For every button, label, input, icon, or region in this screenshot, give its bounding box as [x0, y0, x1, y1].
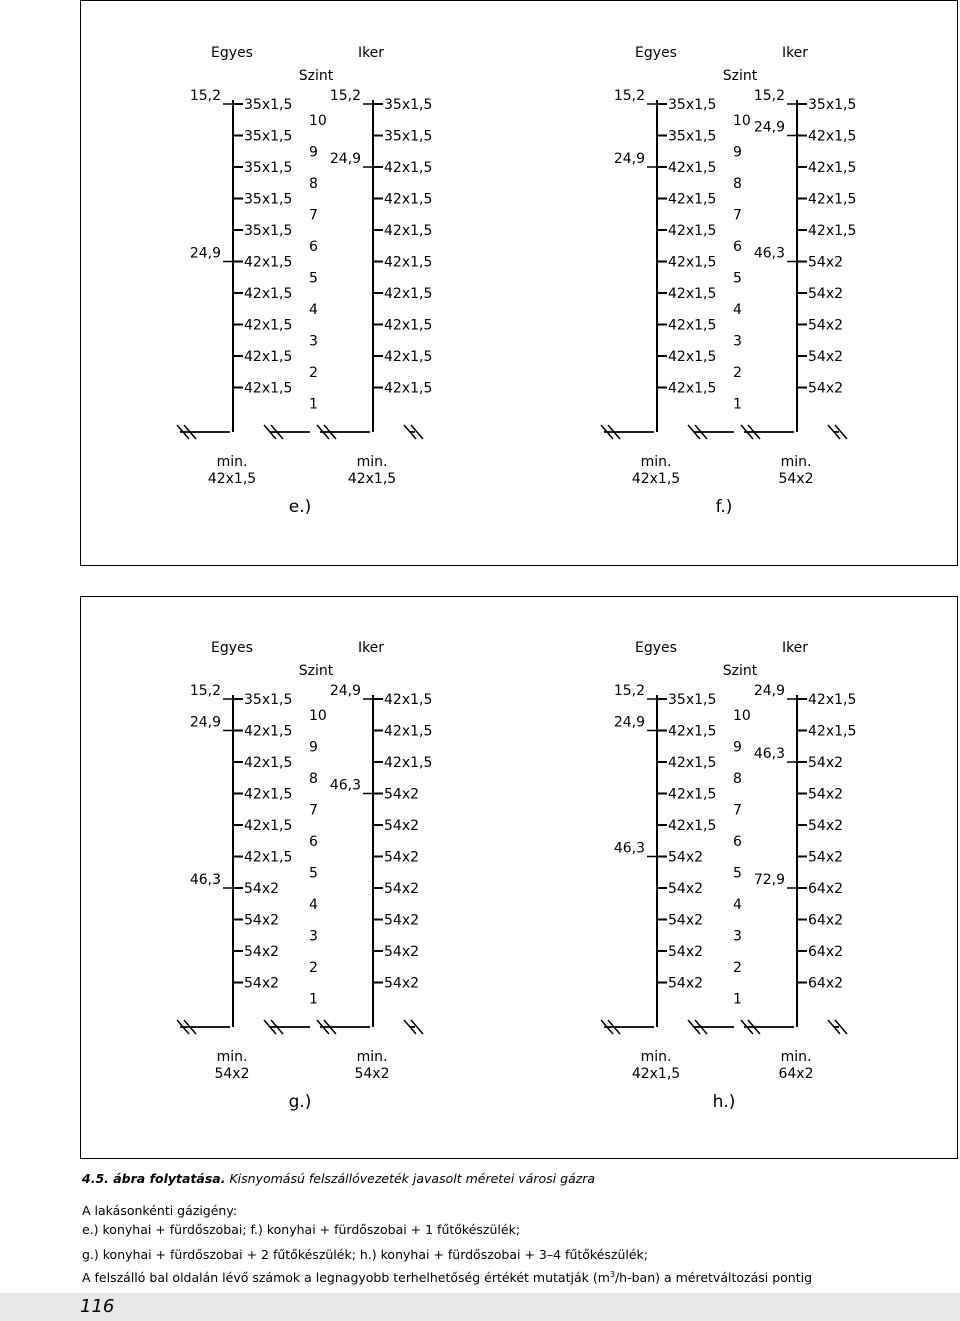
- floor-number: 3: [309, 333, 318, 350]
- pipe-size-label: 42x1,5: [668, 286, 717, 302]
- header-szint: Szint: [722, 663, 758, 679]
- floor-number: 8: [309, 176, 318, 192]
- min-size-label: 54x2: [354, 1066, 390, 1082]
- pipe-size-label: 35x1,5: [668, 692, 717, 708]
- pipe-size-label: 42x1,5: [244, 755, 293, 771]
- floor-number: 8: [733, 176, 742, 192]
- header-szint: Szint: [298, 68, 334, 84]
- pipe-size-label: 42x1,5: [808, 128, 857, 145]
- pipe-size-label: 42x1,5: [668, 254, 717, 271]
- pipe-size-label: 42x1,5: [808, 223, 857, 239]
- floor-number: 7: [733, 802, 742, 819]
- pipe-size-label: 64x2: [808, 912, 844, 929]
- floor-number: 10: [309, 708, 327, 724]
- header-egyes: Egyes: [211, 45, 253, 61]
- pipe-size-label: 42x1,5: [384, 191, 433, 208]
- load-value-label: 24,9: [753, 683, 785, 699]
- floor-number: 2: [733, 365, 742, 381]
- pipe-size-label: 54x2: [668, 849, 704, 866]
- floor-number: 6: [733, 834, 742, 850]
- floor-number: 8: [309, 771, 318, 787]
- header-iker: Iker: [357, 640, 385, 656]
- floor-number: 9: [733, 144, 742, 161]
- min-size-label: 42x1,5: [631, 471, 681, 487]
- caption-line-2: e.) konyhai + fürdőszobai; f.) konyhai + fürdőszobai + 1 fűtőkészülék;: [82, 1222, 521, 1237]
- load-value-label: 46,3: [329, 777, 361, 794]
- pipe-size-label: 42x1,5: [244, 818, 293, 834]
- caption-line-4: [82, 1267, 812, 1286]
- figure-caption-title: [82, 1171, 595, 1187]
- floor-number: 9: [733, 739, 742, 756]
- header-iker: Iker: [781, 640, 809, 656]
- floor-number: 10: [733, 708, 751, 724]
- pipe-size-label: 42x1,5: [384, 254, 433, 271]
- pipe-size-label: 42x1,5: [808, 191, 857, 208]
- pipe-size-label: 35x1,5: [808, 97, 857, 113]
- pipe-size-label: 54x2: [668, 975, 704, 992]
- floor-number: 8: [733, 771, 742, 787]
- pipe-size-label: 54x2: [808, 254, 844, 271]
- pipe-size-label: 54x2: [808, 755, 844, 771]
- pipe-size-label: 42x1,5: [384, 755, 433, 771]
- floor-number: 6: [309, 834, 318, 850]
- floor-number: 4: [733, 302, 742, 318]
- panel-label: g.): [288, 1092, 312, 1112]
- min-size-label: 42x1,5: [631, 1066, 681, 1082]
- min-label: min.: [356, 1049, 388, 1065]
- pipe-size-label: 54x2: [384, 975, 420, 992]
- header-egyes: Egyes: [635, 640, 677, 656]
- load-value-label: 24,9: [613, 714, 645, 731]
- pipe-size-label: 54x2: [384, 944, 420, 960]
- pipe-size-label: 42x1,5: [384, 286, 433, 302]
- floor-number: 9: [309, 144, 318, 161]
- pipe-size-label: 35x1,5: [244, 160, 293, 176]
- pipe-size-label: 42x1,5: [244, 723, 293, 740]
- load-value-label: 24,9: [189, 714, 221, 731]
- floor-number: 1: [309, 991, 318, 1008]
- pipe-size-label: 42x1,5: [808, 723, 857, 740]
- floor-number: 1: [309, 396, 318, 413]
- load-value-label: 24,9: [329, 151, 361, 167]
- min-size-label: 42x1,5: [347, 471, 397, 487]
- floor-number: 3: [733, 928, 742, 945]
- pipe-size-label: 42x1,5: [668, 191, 717, 208]
- pipe-size-label: 42x1,5: [244, 849, 293, 866]
- min-size-label: 54x2: [778, 471, 814, 487]
- pipe-size-label: 54x2: [384, 912, 420, 929]
- pipe-size-label: 42x1,5: [384, 317, 433, 334]
- pipe-size-label: 42x1,5: [808, 692, 857, 708]
- load-value-label: 15,2: [753, 88, 785, 104]
- pipe-size-label: 35x1,5: [244, 97, 293, 113]
- pipe-size-label: 42x1,5: [668, 380, 717, 397]
- floor-number: 5: [309, 270, 318, 287]
- pipe-size-label: 54x2: [244, 944, 280, 960]
- pipe-size-label: 42x1,5: [384, 380, 433, 397]
- header-iker: Iker: [357, 45, 385, 61]
- pipe-size-label: 54x2: [808, 818, 844, 834]
- panel-label: e.): [288, 497, 312, 517]
- floor-number: 7: [309, 802, 318, 819]
- floor-number: 3: [309, 928, 318, 945]
- min-size-label: 54x2: [214, 1066, 250, 1082]
- pipe-size-label: 54x2: [384, 786, 420, 803]
- pipe-size-label: 64x2: [808, 975, 844, 992]
- pipe-size-label: 42x1,5: [244, 786, 293, 803]
- floor-number: 6: [309, 239, 318, 255]
- pipe-size-label: 42x1,5: [668, 223, 717, 239]
- floor-number: 2: [309, 365, 318, 381]
- pipe-size-label: 64x2: [808, 881, 844, 897]
- pipe-size-label: 54x2: [808, 849, 844, 866]
- caption-line-4-sup: 3: [609, 1270, 615, 1279]
- pipe-size-label: 54x2: [808, 286, 844, 302]
- floor-number: 5: [733, 270, 742, 287]
- pipe-size-label: 54x2: [244, 912, 280, 929]
- pipe-size-label: 54x2: [244, 975, 280, 992]
- header-szint: Szint: [722, 68, 758, 84]
- floor-number: 6: [733, 239, 742, 255]
- min-label: min.: [216, 454, 248, 470]
- min-label: min.: [780, 454, 812, 470]
- min-size-label: 64x2: [778, 1066, 814, 1082]
- pipe-size-label: 42x1,5: [668, 160, 717, 176]
- pipe-size-label: 42x1,5: [384, 349, 433, 365]
- min-label: min.: [640, 454, 672, 470]
- pipe-size-label: 42x1,5: [244, 317, 293, 334]
- pipe-size-label: 42x1,5: [384, 692, 433, 708]
- pipe-size-label: 35x1,5: [668, 128, 717, 145]
- load-value-label: 15,2: [613, 683, 645, 699]
- min-label: min.: [640, 1049, 672, 1065]
- load-value-label: 24,9: [753, 119, 785, 136]
- pipe-size-label: 54x2: [808, 380, 844, 397]
- pipe-size-label: 42x1,5: [668, 723, 717, 740]
- floor-number: 9: [309, 739, 318, 756]
- pipe-size-label: 42x1,5: [808, 160, 857, 176]
- footer-band: [0, 1293, 960, 1321]
- panel-label: h.): [712, 1092, 736, 1112]
- floor-number: 4: [309, 897, 318, 913]
- pipe-size-label: 54x2: [808, 786, 844, 803]
- caption-line-1: A lakásonkénti gázigény:: [82, 1203, 238, 1218]
- header-egyes: Egyes: [211, 640, 253, 656]
- load-value-label: 46,3: [753, 245, 785, 262]
- floor-number: 5: [309, 865, 318, 882]
- min-label: min.: [216, 1049, 248, 1065]
- caption-line-4-b: /h-ban) a méretváltozási pontig: [614, 1270, 813, 1286]
- pipe-size-label: 42x1,5: [668, 755, 717, 771]
- pipe-size-label: 35x1,5: [244, 128, 293, 145]
- pipe-size-label: 54x2: [808, 349, 844, 365]
- pipe-size-label: 54x2: [384, 881, 420, 897]
- load-value-label: 72,9: [753, 872, 785, 888]
- pipe-size-label: 42x1,5: [668, 786, 717, 803]
- pipe-size-label: 35x1,5: [244, 191, 293, 208]
- header-iker: Iker: [781, 45, 809, 61]
- pipe-size-label: 54x2: [808, 317, 844, 334]
- floor-number: 3: [733, 333, 742, 350]
- pipe-size-label: 35x1,5: [244, 692, 293, 708]
- header-szint: Szint: [298, 663, 334, 679]
- pipe-size-label: 35x1,5: [384, 97, 433, 113]
- pipe-size-label: 54x2: [668, 881, 704, 897]
- pipe-size-label: 42x1,5: [244, 349, 293, 365]
- load-value-label: 46,3: [753, 746, 785, 762]
- pipe-size-label: 42x1,5: [384, 723, 433, 740]
- load-value-label: 24,9: [613, 151, 645, 167]
- load-value-label: 15,2: [613, 88, 645, 104]
- load-value-label: 46,3: [613, 840, 645, 857]
- pipe-size-label: 42x1,5: [668, 818, 717, 834]
- header-egyes: Egyes: [635, 45, 677, 61]
- load-value-label: 46,3: [189, 872, 221, 888]
- pipe-size-label: 54x2: [244, 881, 280, 897]
- min-label: min.: [780, 1049, 812, 1065]
- pipe-size-label: 42x1,5: [244, 254, 293, 271]
- pipe-size-label: 42x1,5: [668, 349, 717, 365]
- floor-number: 7: [733, 207, 742, 224]
- min-size-label: 42x1,5: [207, 471, 257, 487]
- caption-title-text: Kisnyomású felszállóvezeték javasolt méretei városi gázra: [229, 1171, 596, 1186]
- pipe-size-label: 35x1,5: [668, 97, 717, 113]
- load-value-label: 24,9: [329, 683, 361, 699]
- floor-number: 1: [733, 396, 742, 413]
- pipe-size-label: 42x1,5: [668, 317, 717, 334]
- pipe-size-label: 54x2: [668, 944, 704, 960]
- load-value-label: 15,2: [329, 88, 361, 104]
- pipe-size-label: 42x1,5: [244, 380, 293, 397]
- load-value-label: 15,2: [189, 88, 221, 104]
- pipe-size-label: 35x1,5: [244, 223, 293, 239]
- floor-number: 10: [309, 113, 327, 129]
- floor-number: 7: [309, 207, 318, 224]
- caption-figure-number: 4.5. ábra folytatása.: [82, 1171, 226, 1186]
- pipe-size-label: 35x1,5: [384, 128, 433, 145]
- load-value-label: 15,2: [189, 683, 221, 699]
- floor-number: 5: [733, 865, 742, 882]
- floor-number: 2: [309, 960, 318, 976]
- floor-number: 4: [733, 897, 742, 913]
- min-label: min.: [356, 454, 388, 470]
- floor-number: 2: [733, 960, 742, 976]
- pipe-size-label: 54x2: [668, 912, 704, 929]
- floor-number: 10: [733, 113, 751, 129]
- pipe-size-label: 54x2: [384, 818, 420, 834]
- load-value-label: 24,9: [189, 245, 221, 262]
- pipe-size-label: 42x1,5: [384, 223, 433, 239]
- floor-number: 4: [309, 302, 318, 318]
- pipe-size-label: 64x2: [808, 944, 844, 960]
- panel-label: f.): [715, 497, 733, 517]
- pipe-size-label: 42x1,5: [384, 160, 433, 176]
- caption-line-3: g.) konyhai + fürdőszobai + 2 fűtőkészülék; h.) konyhai + fürdőszobai + 3–4 fűtőkészülék;: [82, 1247, 649, 1262]
- caption-line-4-a: A felszálló bal oldalán lévő számok a legnagyobb terhelhetőség értékét mutatják (m: [82, 1270, 610, 1286]
- floor-number: 1: [733, 991, 742, 1008]
- pipe-size-label: 42x1,5: [244, 286, 293, 302]
- pipe-size-label: 54x2: [384, 849, 420, 866]
- page-number: 116: [80, 1296, 115, 1317]
